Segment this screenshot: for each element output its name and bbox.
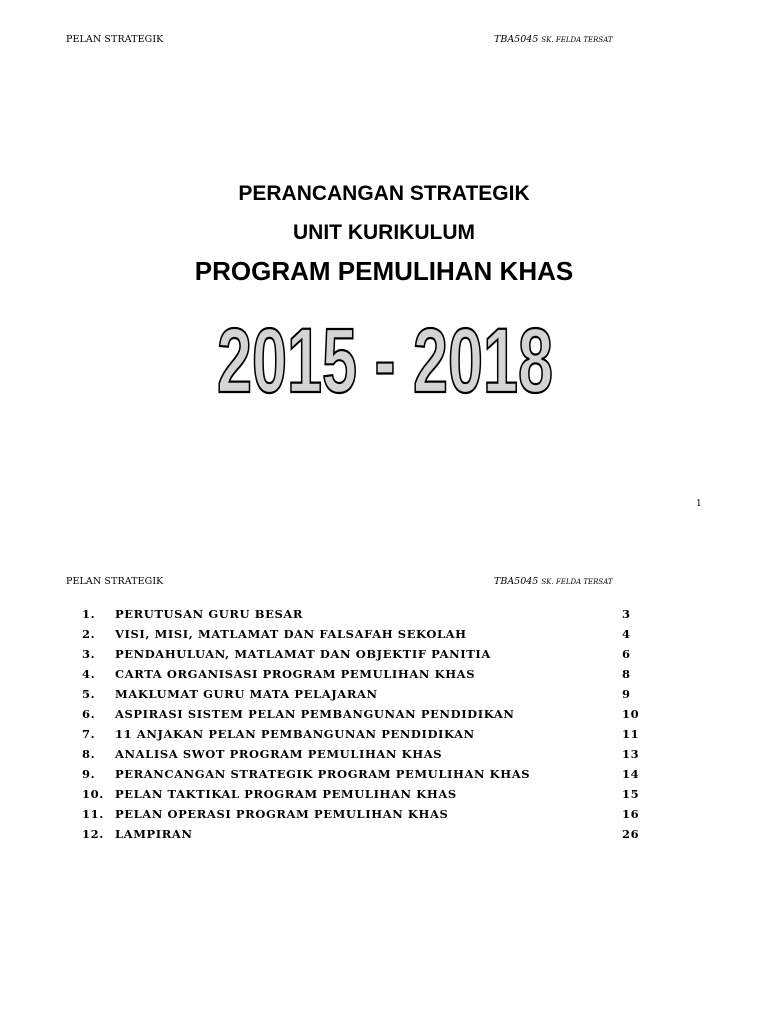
toc-item-page: 6 <box>622 647 631 661</box>
toc-item-label: PELAN OPERASI PROGRAM PEMULIHAN KHAS <box>115 807 449 821</box>
toc-item-label: LAMPIRAN <box>115 827 193 841</box>
toc-item <box>0 784 768 804</box>
toc-item-page: 4 <box>622 627 631 641</box>
header-school: SK. FELDA TERSAT <box>541 36 613 44</box>
page-number: 1 <box>696 499 702 509</box>
header-school-ref <box>494 34 613 45</box>
cover-title-line2: UNIT KURIKULUM <box>293 221 475 244</box>
toc-item-label: PENDAHULUAN, MATLAMAT DAN OBJEKTIF PANITIA <box>115 647 491 661</box>
toc-item-page: 15 <box>622 787 640 801</box>
toc-item-label: VISI, MISI, MATLAMAT DAN FALSAFAH SEKOLAH <box>115 627 467 641</box>
cover-title-line3: PROGRAM PEMULIHAN KHAS <box>194 256 574 286</box>
toc-item-number: 6. <box>82 707 96 721</box>
toc-item-label: PERANCANGAN STRATEGIK PROGRAM PEMULIHAN KHAS <box>115 767 531 781</box>
toc-item-number: 1. <box>82 607 96 621</box>
header-title: PELAN STRATEGIK <box>66 34 164 45</box>
running-header <box>0 34 768 54</box>
header-code: TBA5045 <box>494 34 539 45</box>
toc-item-number: 12. <box>82 827 104 841</box>
toc-item <box>0 764 768 784</box>
toc-item-number: 5. <box>82 687 96 701</box>
toc-item-label: 11 ANJAKAN PELAN PEMBANGUNAN PENDIDIKAN <box>115 727 475 741</box>
header-school-ref <box>494 576 613 587</box>
header-title: PELAN STRATEGIK <box>66 576 164 587</box>
header-code: TBA5045 <box>494 576 539 587</box>
toc-item-page: 26 <box>622 827 640 841</box>
toc-item-label: ANALISA SWOT PROGRAM PEMULIHAN KHAS <box>115 747 443 761</box>
cover-title-line1: PERANCANGAN STRATEGIK <box>238 182 530 205</box>
toc-item <box>0 624 768 644</box>
year-range-text: 2015 - 2018 <box>217 310 553 412</box>
toc-item-number: 7. <box>82 727 96 741</box>
toc-item-number: 2. <box>82 627 96 641</box>
toc-item-page: 9 <box>622 687 631 701</box>
toc-item-label: ASPIRASI SISTEM PELAN PEMBANGUNAN PENDIDIKAN <box>115 707 515 721</box>
toc-item <box>0 644 768 664</box>
toc-item-number: 8. <box>82 747 96 761</box>
toc-item <box>0 664 768 684</box>
toc-item <box>0 744 768 764</box>
toc-item-number: 9. <box>82 767 96 781</box>
toc-item-page: 13 <box>622 747 640 761</box>
toc-item-page: 8 <box>622 667 631 681</box>
toc-item-label: PELAN TAKTIKAL PROGRAM PEMULIHAN KHAS <box>115 787 457 801</box>
toc-item <box>0 604 768 624</box>
toc-item-number: 4. <box>82 667 96 681</box>
toc-item-page: 11 <box>622 727 640 741</box>
toc-item-page: 10 <box>622 707 640 721</box>
running-header <box>0 576 768 596</box>
toc-item-page: 3 <box>622 607 631 621</box>
toc-item-page: 14 <box>622 767 640 781</box>
year-range-wordart <box>210 300 560 412</box>
table-of-contents <box>0 604 768 844</box>
toc-item-number: 10. <box>82 787 104 801</box>
contents-page <box>0 540 768 1024</box>
toc-item <box>0 724 768 744</box>
header-school: SK. FELDA TERSAT <box>541 578 613 586</box>
toc-item <box>0 804 768 824</box>
toc-item <box>0 704 768 724</box>
toc-item-page: 16 <box>622 807 640 821</box>
toc-item-number: 11. <box>82 807 104 821</box>
toc-item-number: 3. <box>82 647 96 661</box>
toc-item <box>0 824 768 844</box>
toc-item-label: PERUTUSAN GURU BESAR <box>115 607 304 621</box>
toc-item-label: MAKLUMAT GURU MATA PELAJARAN <box>115 687 378 701</box>
toc-item <box>0 684 768 704</box>
toc-item-label: CARTA ORGANISASI PROGRAM PEMULIHAN KHAS <box>115 667 476 681</box>
